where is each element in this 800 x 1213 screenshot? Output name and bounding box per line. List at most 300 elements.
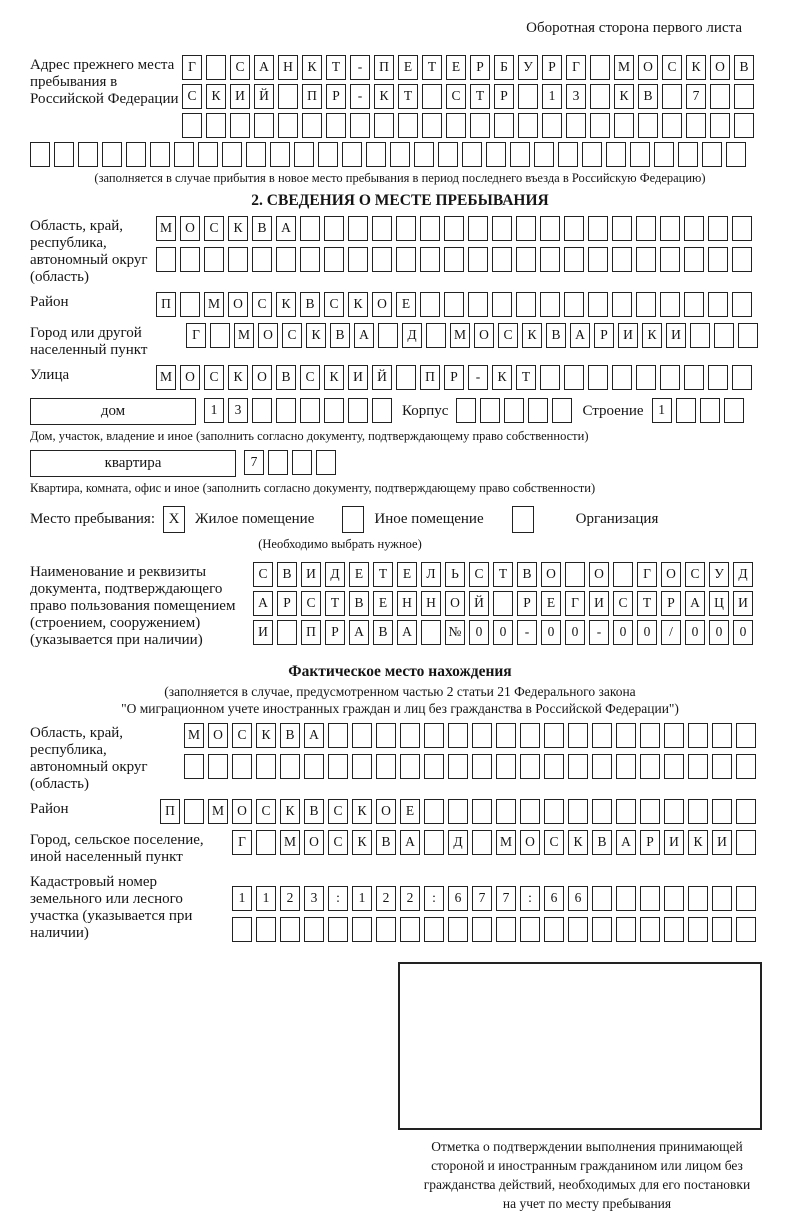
char-cell: С xyxy=(230,55,250,80)
char-cell xyxy=(302,113,322,138)
char-cell: Т xyxy=(516,365,536,390)
char-cell xyxy=(588,247,608,272)
char-cell: В xyxy=(300,292,320,317)
stay-type-row xyxy=(30,506,770,533)
cadastral-label: Кадастровый номер земельного или лесного участка (указывается при наличии) xyxy=(30,874,193,941)
char-cell: О xyxy=(180,365,200,390)
char-cell xyxy=(636,247,656,272)
char-cell xyxy=(372,247,392,272)
prev-address-caption: (заполняется в случае прибытия в новое место пребывания в период последнего въезда в Российскую Федерацию) xyxy=(94,171,706,185)
char-cell xyxy=(510,142,530,167)
char-cell: Р xyxy=(470,55,490,80)
char-cell xyxy=(54,142,74,167)
char-cell: 7 xyxy=(686,84,706,109)
char-cell xyxy=(472,917,492,942)
char-cell xyxy=(732,365,752,390)
char-cell: А xyxy=(616,830,636,855)
char-cell: - xyxy=(517,620,537,645)
char-cell xyxy=(396,365,416,390)
char-cell xyxy=(400,723,420,748)
char-cell xyxy=(708,247,728,272)
char-cell: Е xyxy=(397,562,417,587)
char-cell xyxy=(520,917,540,942)
char-cell xyxy=(640,799,660,824)
char-cell: Й xyxy=(254,84,274,109)
char-cell xyxy=(686,113,706,138)
char-cell: С xyxy=(204,216,224,241)
char-cell xyxy=(324,216,344,241)
char-cell: К xyxy=(256,723,276,748)
char-cell xyxy=(726,142,746,167)
checkbox-other-premises xyxy=(342,506,364,533)
char-cell: 3 xyxy=(228,398,248,423)
char-cell xyxy=(352,754,372,779)
char-cell: М xyxy=(234,323,254,348)
char-row xyxy=(156,247,752,272)
char-cell xyxy=(280,917,300,942)
char-cell: О xyxy=(228,292,248,317)
char-cell xyxy=(486,142,506,167)
char-cell: Р xyxy=(594,323,614,348)
char-cell: К xyxy=(306,323,326,348)
char-cell: - xyxy=(350,55,370,80)
char-cell: Г xyxy=(232,830,252,855)
char-cell: С xyxy=(232,723,252,748)
char-cell xyxy=(688,723,708,748)
char-cell xyxy=(564,365,584,390)
checkbox-residential: X xyxy=(163,506,185,533)
confirmation-note-line: на учет по месту пребывания xyxy=(502,1196,672,1211)
confirmation-stamp-box xyxy=(398,962,762,1130)
char-cell: К xyxy=(206,84,226,109)
apartment-row xyxy=(30,450,770,477)
char-cell xyxy=(208,754,228,779)
char-cell: А xyxy=(400,830,420,855)
char-cell: 0 xyxy=(541,620,561,645)
char-cell: С xyxy=(256,799,276,824)
char-cell xyxy=(420,216,440,241)
region-grid xyxy=(156,216,752,272)
char-cell xyxy=(448,917,468,942)
char-cell xyxy=(198,142,218,167)
cadastral-row xyxy=(30,872,770,942)
char-cell: Т xyxy=(373,562,393,587)
char-cell: О xyxy=(661,562,681,587)
char-cell xyxy=(516,292,536,317)
char-cell: Е xyxy=(446,55,466,80)
char-cell: О xyxy=(474,323,494,348)
char-cell xyxy=(156,247,176,272)
char-cell: - xyxy=(468,365,488,390)
char-cell xyxy=(424,917,444,942)
char-cell xyxy=(472,723,492,748)
char-row xyxy=(156,292,752,317)
char-cell xyxy=(630,142,650,167)
actual-location-note-1: (заполняется в случае, предусмотренном частью 2 статьи 21 Федерального закона xyxy=(164,684,636,699)
char-cell xyxy=(376,723,396,748)
house-box-label: дом xyxy=(30,398,196,425)
district-row xyxy=(30,292,770,317)
cadastral-grid xyxy=(232,886,756,942)
char-cell xyxy=(616,886,636,911)
option-other-premises-label: Иное помещение xyxy=(374,511,484,527)
char-cell xyxy=(352,723,372,748)
char-cell: Р xyxy=(444,365,464,390)
char-cell xyxy=(712,723,732,748)
char-cell: Г xyxy=(186,323,206,348)
char-cell xyxy=(664,723,684,748)
char-cell xyxy=(372,398,392,423)
char-cell xyxy=(616,754,636,779)
char-cell: С xyxy=(253,562,273,587)
char-cell xyxy=(640,723,660,748)
char-cell xyxy=(438,142,458,167)
region-row xyxy=(30,216,770,286)
char-cell: Г xyxy=(637,562,657,587)
char-row xyxy=(253,620,753,645)
char-cell xyxy=(712,799,732,824)
char-cell: А xyxy=(304,723,324,748)
char-cell xyxy=(462,142,482,167)
char-cell xyxy=(540,247,560,272)
char-cell: М xyxy=(156,365,176,390)
prev-address-block xyxy=(30,55,770,138)
char-cell xyxy=(472,799,492,824)
char-cell xyxy=(534,142,554,167)
char-cell xyxy=(204,247,224,272)
char-cell: К xyxy=(276,292,296,317)
char-cell: Т xyxy=(470,84,490,109)
char-cell: С xyxy=(662,55,682,80)
actual-city-label: Город, сельское поселение, иной населенный пункт xyxy=(30,832,204,865)
char-cell: В xyxy=(277,562,297,587)
char-cell: В xyxy=(373,620,393,645)
char-cell xyxy=(544,799,564,824)
char-cell xyxy=(568,723,588,748)
char-cell: / xyxy=(661,620,681,645)
char-cell xyxy=(256,917,276,942)
char-cell xyxy=(494,113,514,138)
char-row xyxy=(184,723,756,748)
district-label: Район xyxy=(30,294,69,310)
char-cell xyxy=(544,723,564,748)
char-cell xyxy=(246,142,266,167)
char-cell: Е xyxy=(398,55,418,80)
char-cell xyxy=(662,84,682,109)
char-cell xyxy=(276,398,296,423)
option-organization-label: Организация xyxy=(575,511,659,527)
apartment-caption: Квартира, комната, офис и иное (заполнить согласно документу, подтверждающему право собственности) xyxy=(30,481,596,495)
char-cell xyxy=(582,142,602,167)
char-cell: А xyxy=(254,55,274,80)
actual-region-row xyxy=(30,723,770,793)
char-cell xyxy=(228,247,248,272)
char-cell: Й xyxy=(469,591,489,616)
char-cell: И xyxy=(348,365,368,390)
char-cell xyxy=(420,247,440,272)
char-cell xyxy=(300,247,320,272)
checkbox-organization xyxy=(512,506,534,533)
char-cell: Т xyxy=(422,55,442,80)
confirmation-note-line: гражданства действий, необходимых для его постановки xyxy=(423,1177,751,1192)
char-cell: - xyxy=(589,620,609,645)
char-cell: М xyxy=(184,723,204,748)
actual-district-label: Район xyxy=(30,801,69,817)
char-cell xyxy=(588,292,608,317)
char-cell: М xyxy=(156,216,176,241)
char-cell xyxy=(684,216,704,241)
char-cell xyxy=(328,723,348,748)
char-cell xyxy=(710,84,730,109)
char-cell xyxy=(426,323,446,348)
char-cell: В xyxy=(304,799,324,824)
char-cell xyxy=(30,142,50,167)
char-cell xyxy=(184,799,204,824)
char-cell: Д xyxy=(325,562,345,587)
char-cell: М xyxy=(496,830,516,855)
char-row xyxy=(182,55,754,80)
char-cell: К xyxy=(324,365,344,390)
char-cell xyxy=(470,113,490,138)
char-cell: М xyxy=(204,292,224,317)
char-cell: О xyxy=(520,830,540,855)
char-cell: П xyxy=(302,84,322,109)
char-cell: 0 xyxy=(469,620,489,645)
char-cell: К xyxy=(614,84,634,109)
char-cell: : xyxy=(424,886,444,911)
char-cell xyxy=(256,754,276,779)
char-cell xyxy=(638,113,658,138)
stay-type-hint: (Необходимо выбрать нужное) xyxy=(258,537,422,551)
char-cell xyxy=(492,247,512,272)
char-cell: 7 xyxy=(244,450,264,475)
char-cell xyxy=(736,723,756,748)
char-cell: Е xyxy=(400,799,420,824)
char-cell xyxy=(316,450,336,475)
char-cell xyxy=(174,142,194,167)
char-cell: Д xyxy=(448,830,468,855)
char-cell xyxy=(390,142,410,167)
char-cell: - xyxy=(350,84,370,109)
char-cell xyxy=(324,247,344,272)
char-cell: 2 xyxy=(376,886,396,911)
char-cell xyxy=(278,113,298,138)
char-row xyxy=(156,216,752,241)
char-cell: С xyxy=(498,323,518,348)
char-cell xyxy=(256,830,276,855)
char-cell: : xyxy=(520,886,540,911)
char-cell xyxy=(588,216,608,241)
char-cell xyxy=(732,292,752,317)
char-cell xyxy=(376,754,396,779)
char-cell: У xyxy=(709,562,729,587)
char-cell xyxy=(350,113,370,138)
char-cell xyxy=(568,799,588,824)
char-cell: Р xyxy=(325,620,345,645)
char-cell xyxy=(468,216,488,241)
char-cell xyxy=(702,142,722,167)
char-cell xyxy=(304,754,324,779)
char-cell: С xyxy=(328,830,348,855)
char-cell xyxy=(318,142,338,167)
char-cell: О xyxy=(304,830,324,855)
char-cell: 2 xyxy=(400,886,420,911)
char-cell: К xyxy=(228,365,248,390)
char-cell xyxy=(504,398,524,423)
char-cell xyxy=(446,113,466,138)
char-cell: К xyxy=(352,799,372,824)
char-cell: В xyxy=(349,591,369,616)
city-label: Город или другой населенный пункт xyxy=(30,325,148,358)
char-cell xyxy=(564,247,584,272)
char-cell xyxy=(528,398,548,423)
char-cell xyxy=(612,292,632,317)
char-cell xyxy=(324,398,344,423)
char-cell xyxy=(542,113,562,138)
char-cell xyxy=(328,754,348,779)
prev-address-grid xyxy=(182,55,754,138)
char-cell xyxy=(592,917,612,942)
char-row xyxy=(244,450,336,475)
char-cell: Г xyxy=(565,591,585,616)
char-cell xyxy=(278,84,298,109)
char-cell: М xyxy=(614,55,634,80)
char-cell: 1 xyxy=(652,398,672,423)
char-cell xyxy=(684,247,704,272)
char-cell xyxy=(592,754,612,779)
char-cell: С xyxy=(469,562,489,587)
char-cell: В xyxy=(276,365,296,390)
char-cell: А xyxy=(349,620,369,645)
char-cell: № xyxy=(445,620,465,645)
char-cell xyxy=(516,216,536,241)
char-cell xyxy=(448,799,468,824)
char-cell xyxy=(230,113,250,138)
char-cell xyxy=(280,754,300,779)
char-cell: Г xyxy=(566,55,586,80)
char-cell: О xyxy=(180,216,200,241)
char-cell xyxy=(372,216,392,241)
char-cell: Д xyxy=(733,562,753,587)
char-cell: 7 xyxy=(496,886,516,911)
char-cell: Е xyxy=(541,591,561,616)
char-cell xyxy=(636,365,656,390)
char-cell xyxy=(326,113,346,138)
char-cell xyxy=(678,142,698,167)
char-cell xyxy=(520,723,540,748)
char-cell xyxy=(472,754,492,779)
char-cell xyxy=(564,292,584,317)
char-cell: А xyxy=(276,216,296,241)
char-cell xyxy=(222,142,242,167)
char-cell xyxy=(252,247,272,272)
char-cell xyxy=(444,292,464,317)
char-cell xyxy=(636,292,656,317)
char-cell: 0 xyxy=(685,620,705,645)
char-cell xyxy=(736,917,756,942)
apartment-box-label: квартира xyxy=(30,450,236,477)
char-row xyxy=(184,754,756,779)
char-cell xyxy=(616,799,636,824)
char-cell: В xyxy=(734,55,754,80)
char-cell: А xyxy=(685,591,705,616)
char-cell xyxy=(724,398,744,423)
char-cell xyxy=(268,450,288,475)
char-cell xyxy=(300,398,320,423)
char-cell xyxy=(270,142,290,167)
char-cell: В xyxy=(592,830,612,855)
char-cell: Т xyxy=(493,562,513,587)
char-cell: О xyxy=(445,591,465,616)
char-cell: С xyxy=(685,562,705,587)
char-cell: М xyxy=(280,830,300,855)
char-cell xyxy=(414,142,434,167)
char-cell xyxy=(684,292,704,317)
char-cell: Е xyxy=(396,292,416,317)
char-cell: Т xyxy=(326,55,346,80)
char-cell: К xyxy=(352,830,372,855)
char-cell: 6 xyxy=(568,886,588,911)
char-cell xyxy=(540,292,560,317)
char-cell: П xyxy=(156,292,176,317)
char-cell xyxy=(493,591,513,616)
char-cell: 0 xyxy=(565,620,585,645)
char-cell: О xyxy=(589,562,609,587)
char-cell xyxy=(276,247,296,272)
char-cell xyxy=(126,142,146,167)
char-cell xyxy=(654,142,674,167)
char-row xyxy=(232,917,756,942)
char-cell xyxy=(592,799,612,824)
char-cell xyxy=(424,723,444,748)
char-cell: О xyxy=(258,323,278,348)
char-cell xyxy=(558,142,578,167)
street-label: Улица xyxy=(30,367,70,383)
char-row xyxy=(232,830,756,855)
char-cell xyxy=(606,142,626,167)
char-cell xyxy=(612,216,632,241)
char-cell xyxy=(232,754,252,779)
char-cell: Р xyxy=(326,84,346,109)
char-cell xyxy=(518,113,538,138)
char-cell: Ц xyxy=(709,591,729,616)
char-cell: С xyxy=(300,365,320,390)
char-cell: А xyxy=(253,591,273,616)
prev-address-overflow-row xyxy=(30,142,770,167)
char-cell: К xyxy=(302,55,322,80)
char-cell xyxy=(736,830,756,855)
char-cell: Т xyxy=(637,591,657,616)
char-cell: Р xyxy=(542,55,562,80)
char-cell xyxy=(472,830,492,855)
char-cell: К xyxy=(280,799,300,824)
char-cell xyxy=(348,247,368,272)
char-cell xyxy=(568,754,588,779)
char-cell: Л xyxy=(421,562,441,587)
char-cell xyxy=(640,917,660,942)
char-cell xyxy=(568,917,588,942)
document-label: Наименование и реквизиты документа, подтверждающего право пользования помещением (строением, сооружением) (указывается при наличии) xyxy=(30,564,236,648)
char-cell xyxy=(421,620,441,645)
char-row xyxy=(253,562,753,587)
char-row xyxy=(182,84,754,109)
char-cell xyxy=(664,886,684,911)
house-row xyxy=(30,398,770,425)
char-cell: 7 xyxy=(472,886,492,911)
char-cell: И xyxy=(666,323,686,348)
char-cell xyxy=(342,142,362,167)
char-cell xyxy=(616,723,636,748)
